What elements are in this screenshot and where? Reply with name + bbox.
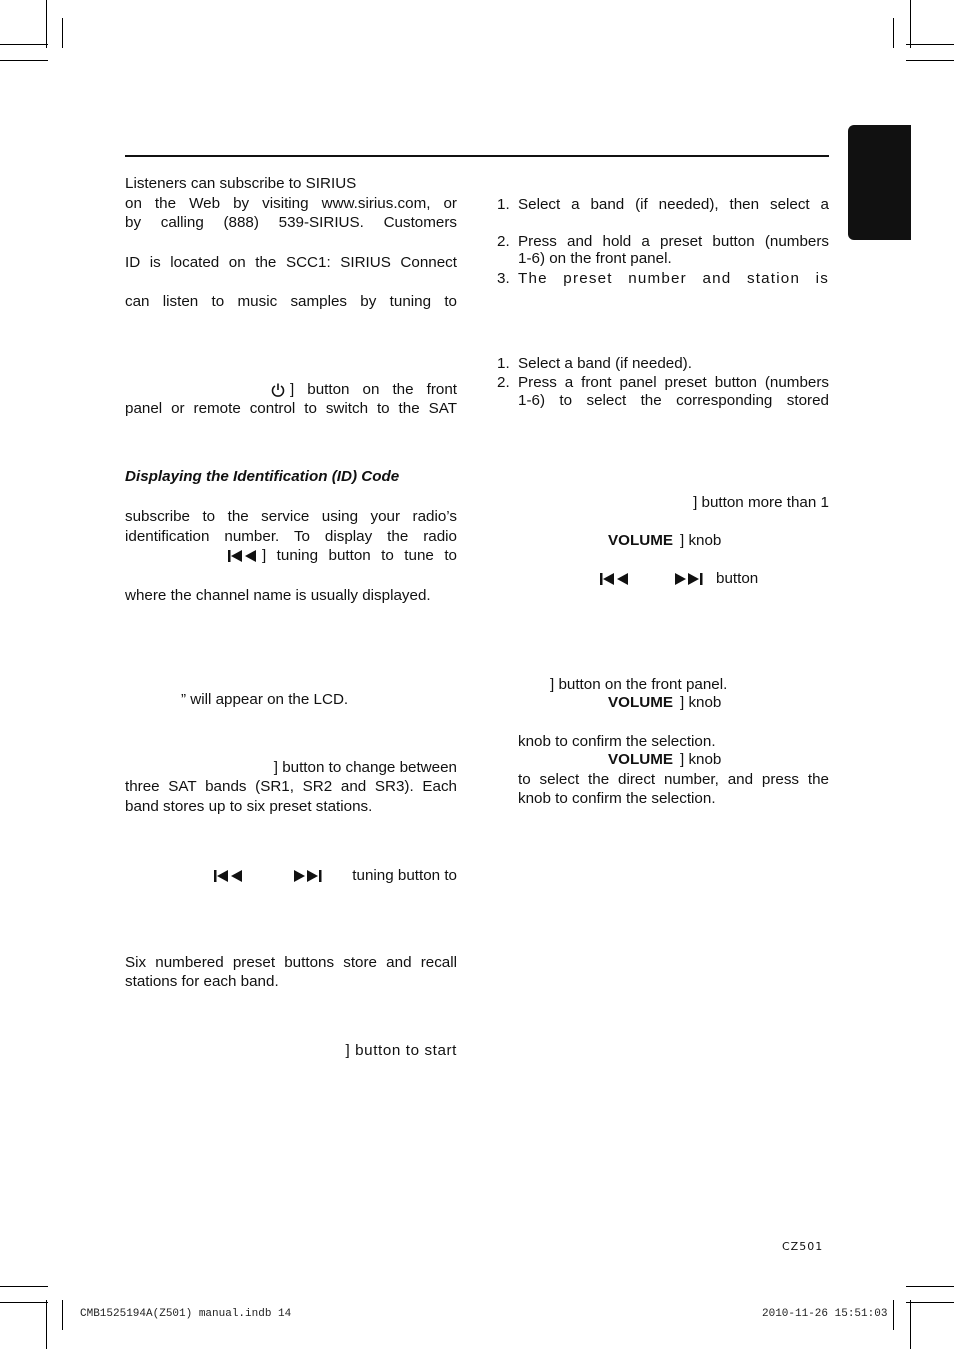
- crop-mark: [62, 18, 63, 48]
- step-text: 1-6) to select the corresponding stored: [518, 392, 829, 409]
- crop-mark: [0, 1286, 48, 1287]
- body-text: knob to confirm the selection.: [518, 790, 716, 807]
- body-text: ] button on the front panel.: [550, 676, 728, 693]
- body-text: Listeners can subscribe to SIRIUS: [125, 175, 357, 192]
- crop-mark: [893, 18, 894, 48]
- body-text: to select the direct number, and press the: [518, 771, 829, 788]
- crop-mark: [910, 1300, 911, 1349]
- power-icon: [270, 380, 286, 399]
- body-text: panel or remote control to switch to the SAT: [125, 400, 457, 417]
- body-text: ID is located on the SCC1: SIRIUS Connect: [125, 254, 457, 271]
- body-text: stations for each band.: [125, 973, 279, 990]
- crop-mark: [906, 1302, 954, 1303]
- volume-knob-label: VOLUME: [608, 694, 673, 711]
- body-text: button: [716, 570, 759, 587]
- language-tab: [848, 125, 911, 240]
- body-text: band stores up to six preset stations.: [125, 798, 373, 815]
- body-text: ] knob: [680, 694, 722, 711]
- step-text: The preset number and station is: [518, 270, 829, 287]
- body-text: ] knob: [680, 751, 722, 768]
- skip-back-icon: [228, 546, 258, 565]
- crop-mark: [46, 1300, 47, 1349]
- skip-back-icon: [600, 569, 630, 588]
- body-text: knob to confirm the selection.: [518, 733, 716, 750]
- footer-timestamp: 2010-11-26 15:51:03: [762, 1308, 888, 1320]
- crop-mark: [0, 1302, 48, 1303]
- step-text: 1-6) on the front panel.: [518, 250, 672, 267]
- body-text: ” will appear on the LCD.: [181, 691, 349, 708]
- step-number: 1.: [497, 196, 510, 213]
- header-rule: [125, 155, 829, 157]
- body-text: can listen to music samples by tuning to: [125, 293, 457, 310]
- body-text: ] tuning button to tune to: [262, 547, 457, 564]
- body-text: ] knob: [680, 532, 722, 549]
- crop-mark: [0, 60, 48, 61]
- skip-back-icon: [214, 866, 244, 885]
- volume-knob-label: VOLUME: [608, 532, 673, 549]
- model-number: CZ501: [782, 1240, 824, 1253]
- step-text: Select a band (if needed), then select a: [518, 196, 829, 213]
- crop-mark: [906, 44, 954, 45]
- crop-mark: [62, 1300, 63, 1330]
- body-text: on the Web by visiting www.sirius.com, or: [125, 195, 457, 212]
- body-text: ] button on the front: [290, 381, 457, 398]
- body-text: where the channel name is usually displayed.: [125, 587, 431, 604]
- step-number: 1.: [497, 355, 510, 372]
- skip-forward-icon: [292, 866, 322, 885]
- body-text: three SAT bands (SR1, SR2 and SR3). Each: [125, 778, 457, 795]
- step-number: 2.: [497, 233, 510, 250]
- body-text: ] button more than 1: [693, 494, 829, 511]
- body-text: ] button to change between: [273, 759, 457, 776]
- volume-knob-label: VOLUME: [608, 751, 673, 768]
- crop-mark: [910, 0, 911, 48]
- step-text: Press a front panel preset button (numbers: [518, 374, 829, 391]
- crop-mark: [906, 60, 954, 61]
- crop-mark: [893, 1300, 894, 1330]
- body-text: Six numbered preset buttons store and recall: [125, 954, 457, 971]
- step-number: 2.: [497, 374, 510, 391]
- body-text: identification number. To display the radio: [125, 528, 457, 545]
- body-text: subscribe to the service using your radio’s: [125, 508, 457, 525]
- body-text: tuning button to: [352, 867, 457, 884]
- body-text: ] button to start: [345, 1042, 457, 1059]
- crop-mark: [46, 0, 47, 48]
- body-text: by calling (888) 539-SIRIUS. Customers: [125, 214, 457, 231]
- step-text: Select a band (if needed).: [518, 355, 692, 372]
- crop-mark: [0, 44, 48, 45]
- section-heading: Displaying the Identification (ID) Code: [125, 468, 400, 485]
- skip-forward-icon: [673, 569, 703, 588]
- step-text: Press and hold a preset button (numbers: [518, 233, 829, 250]
- footer-file: CMB1525194A(Z501) manual.indb 14: [80, 1308, 292, 1320]
- crop-mark: [906, 1286, 954, 1287]
- step-number: 3.: [497, 270, 510, 287]
